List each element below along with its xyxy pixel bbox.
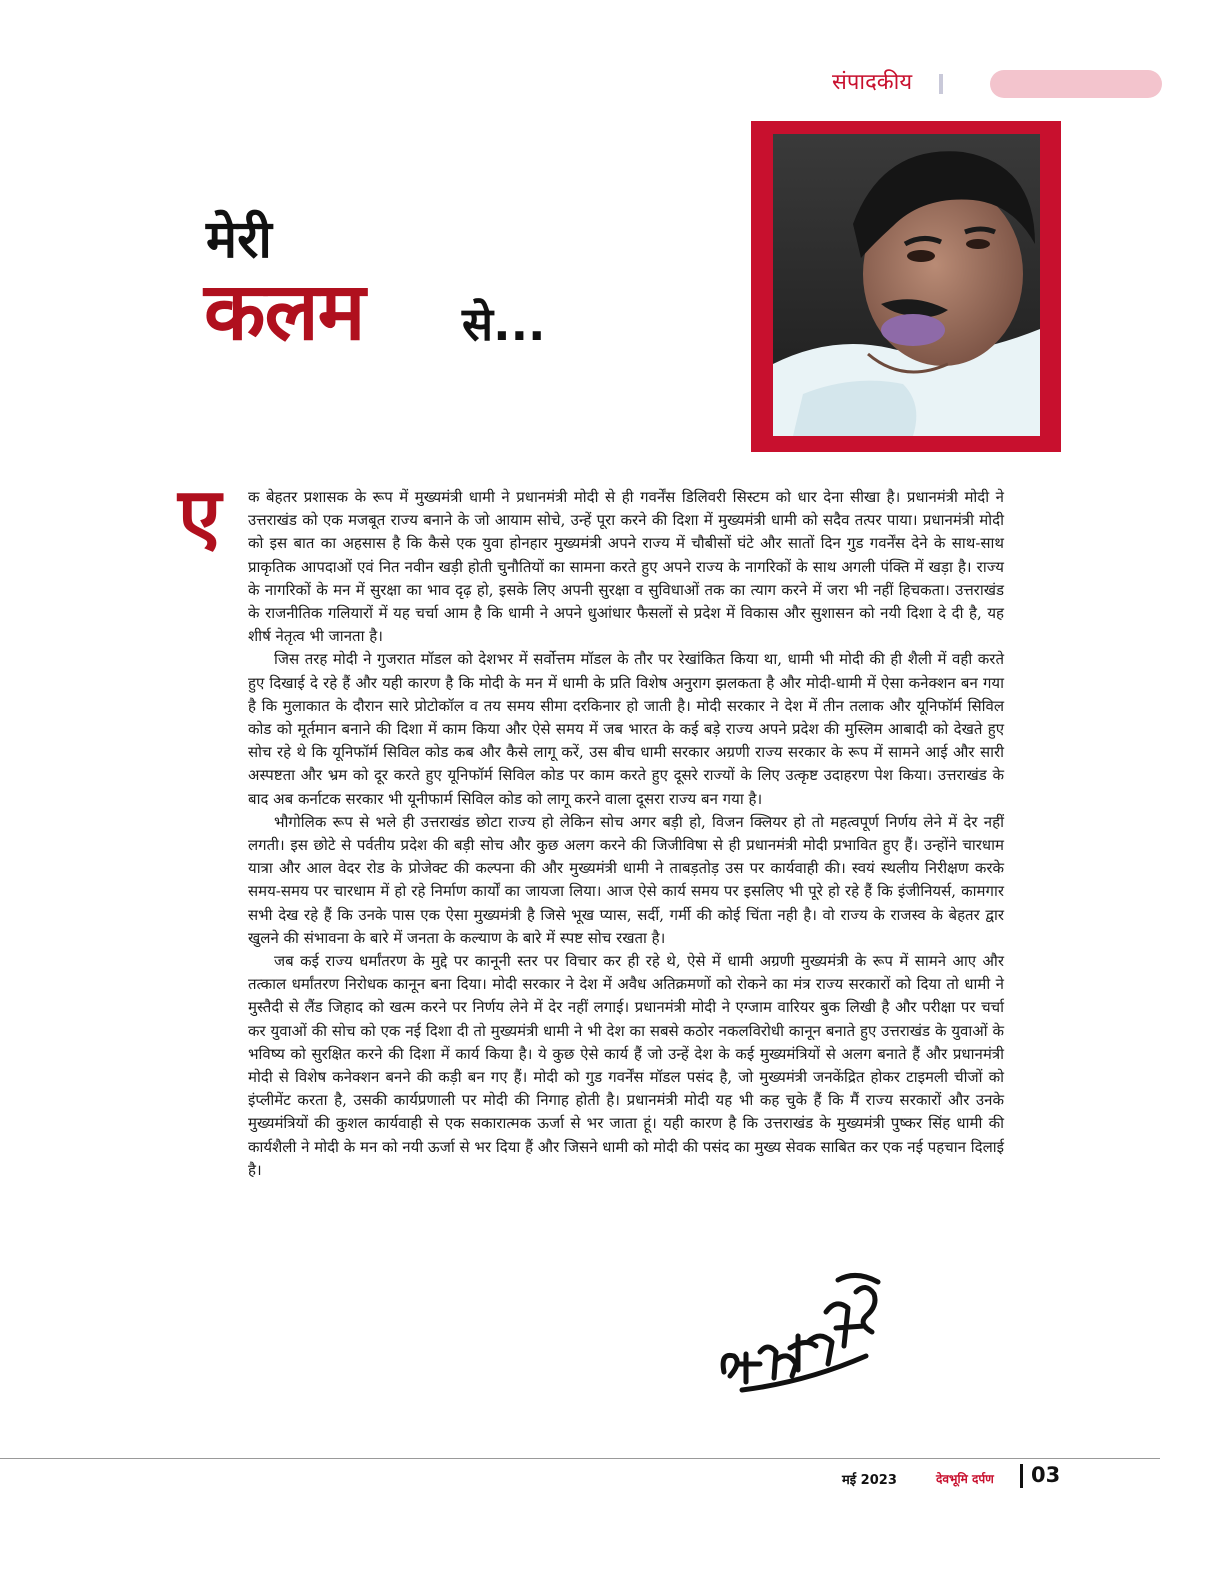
article-body bbox=[248, 486, 1004, 1182]
section-label: संपादकीय bbox=[832, 70, 913, 95]
editor-photo bbox=[773, 134, 1040, 436]
footer-brand-logo: देवभूमि दर्पण bbox=[936, 1472, 994, 1486]
title-line-1: मेरी bbox=[206, 210, 272, 270]
section-divider bbox=[939, 74, 943, 94]
article-paragraph-4: जब कई राज्य धर्मांतरण के मुद्दे पर कानूनी स्तर पर विचार कर ही रहे थे, ऐसे में धामी अग्रणी मुख्यमंत्री के रूप में सामने आए और तत्काल धर्मांतरण निरोधक कानून बना दिया। मोदी सरकार ने देश में अवैध अतिक्रमणों को रोकने का मंत्र राज्य सरकारों को दिया तो धामी ने मुस्तैदी से लैंड जिहाद को खत्म करने पर निर्णय लेने में देर नहीं लगाई। प्रधानमंत्री मोदी ने एग्जाम वारियर बुक लिखी है और परीक्षा पर चर्चा कर युवाओं की सोच को एक नई दिशा दी तो मुख्यमंत्री धामी ने भी देश का सबसे कठोर नकलविरोधी कानून बनाते हुए उत्तराखंड के युवाओं के भविष्य को सुरक्षित करने की दिशा में कार्य किया है। ये कुछ ऐसे कार्य हैं जो उन्हें देश के कई मुख्यमंत्रियों से अलग बनाते हैं और प्रधानमंत्री मोदी से विशेष कनेक्शन बनने की कड़ी बन गए हैं। मोदी को गुड गवर्नेंस मॉडल पसंद है, जो मुख्यमंत्री जनकेंद्रित होकर टाइमली चीजों को इंप्लीमेंट करता है, उसकी कार्यप्रणाली पर मोदी की निगाह होती है। प्रधानमंत्री मोदी यह भी कह चुके हैं कि मैं राज्य सरकारों और उनके मुख्यमंत्रियों की कुशल कार्यवाही से एक सकारात्मक ऊर्जा से भर जाता हूं। यही कारण है कि उत्तराखंड के मुख्यमंत्री पुष्कर सिंह धामी की कार्यशैली ने मोदी के मन को नयी ऊर्जा से भर दिया हैं और जिसने धामी को मोदी की पसंद का मुख्य सेवक साबित कर एक नई पहचान दिलाई है। bbox=[248, 952, 1004, 1179]
page-number: 03 bbox=[1031, 1463, 1061, 1487]
article-paragraph-3: भौगोलिक रूप से भले ही उत्तराखंड छोटा राज्य हो लेकिन सोच अगर बड़ी हो, विजन क्लियर हो तो महत्वपूर्ण निर्णय लेने में देर नहीं लगती। इस छोटे से पर्वतीय प्रदेश की बड़ी सोच और कुछ अलग करने की जिजीविषा से ही प्रधानमंत्री मोदी प्रभावित हुए हैं। उन्होंने चारधाम यात्रा और आल वेदर रोड के प्रोजेक्ट की कल्पना की और मुख्यमंत्री धामी ने ताबड़तोड़ उस पर कार्यवाही की। स्वयं स्थलीय निरीक्षण करके समय-समय पर चारधाम में हो रहे निर्माण कार्यों का जायजा लिया। आज ऐसे कार्य समय पर इसलिए भी पूरे हो रहे हैं कि इंजीनियर्स, कामगार सभी देख रहे हैं कि उनके पास एक ऐसा मुख्यमंत्री है जिसे भूख प्यास, सर्दी, गर्मी की कोई चिंता नही है। वो राज्य के राजस्व के बेहतर द्वार खुलने की संभावना के बारे में जनता के कल्याण के बारे में स्पष्ट सोच रखता है। bbox=[248, 812, 1004, 947]
drop-cap: ए bbox=[178, 472, 222, 562]
title-line-2-suffix: से... bbox=[462, 297, 546, 351]
article-paragraph-2: जिस तरह मोदी ने गुजरात मॉडल को देशभर में सर्वोत्तम मॉडल के तौर पर रेखांकित किया था, धामी भी मोदी की ही शैली में वही करते हुए दिखाई दे रहे हैं और यही कारण है कि मोदी के मन में धामी के प्रति विशेष अनुराग झलकता है और मोदी-धामी में ऐसा कनेक्शन बन गया है कि मुलाकात के दौरान सारे प्रोटोकॉल व तय समय सीमा दरकिनार हो जाती है। मोदी सरकार ने देश में तीन तलाक और यूनिफॉर्म सिविल कोड को मूर्तमान बनाने की दिशा में काम किया और ऐसे समय में जब भारत के कई बड़े राज्य अपने प्रदेश की मुस्लिम आबादी को देखते हुए सोच रहे थे कि यूनिफॉर्म सिविल कोड कब और कैसे लागू करें, उस बीच धामी सरकार अग्रणी राज्य सरकार के रूप में सामने आई और सारी अस्पष्टता और भ्रम को दूर करते हुए यूनिफॉर्म सिविल कोड पर काम करते हुए दूसरे राज्यों के लिए उत्कृष्ट उदाहरण पेश किया। उत्तराखंड के बाद अब कर्नाटक सरकार भी यूनीफार्म सिविल कोड को लागू करने वाला दूसरा राज्य बन गया है। bbox=[248, 650, 1004, 808]
footer-separator bbox=[1020, 1464, 1023, 1488]
editor-signature bbox=[716, 1272, 892, 1396]
article-paragraph-1: क बेहतर प्रशासक के रूप में मुख्यमंत्री धामी ने प्रधानमंत्री मोदी से ही गवर्नेंस डिलिवरी सिस्टम को धार देना सीखा है। प्रधानमंत्री मोदी ने उत्तराखंड को एक मजबूत राज्य बनाने के जो आयाम सोचे, उन्हें पूरा करने की दिशा में मुख्यमंत्री धामी को सदैव तत्पर पाया। प्रधानमंत्री मोदी को इस बात का अहसास है कि कैसे एक युवा होनहार मुख्यमंत्री अपने राज्य में चौबीसों घंटे और सातों दिन गुड गवर्नेंस देने के साथ-साथ प्राकृतिक आपदाओं एवं नित नवीन खड़ी होती चुनौतियों का सामना करते हुए अपने राज्य के नागरिकों के साथ अगली पंक्ति में खड़ा है। राज्य के नागरिकों के मन में सुरक्षा का भाव दृढ़ हो, इसके लिए अपनी सुरक्षा व सुविधाओं तक का त्याग करने में जरा भी नहीं हिचकता। उत्तराखंड के राजनीतिक गलियारों में यह चर्चा आम है कि धामी ने अपने धुआंधार फैसलों से प्रदेश में विकास और सुशासन को नयी दिशा दे दी है, यह शीर्ष नेतृत्व भी जानता है। bbox=[248, 488, 1004, 646]
editor-photo-frame bbox=[751, 121, 1061, 452]
title-line-2-big: कलम bbox=[204, 265, 365, 358]
footer-rule bbox=[0, 1458, 1160, 1459]
section-pill bbox=[990, 70, 1162, 98]
footer-date: मई 2023 bbox=[842, 1473, 897, 1488]
